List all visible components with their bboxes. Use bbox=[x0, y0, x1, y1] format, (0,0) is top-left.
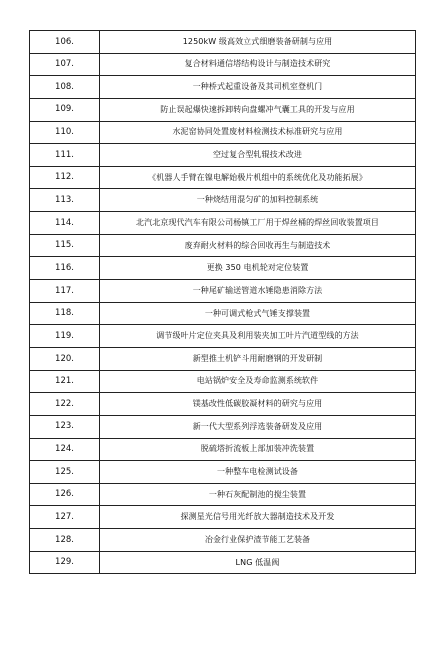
row-number-cell: 112. bbox=[30, 166, 100, 189]
table-row bbox=[30, 31, 416, 54]
row-number-cell: 114. bbox=[30, 212, 100, 235]
table-row bbox=[30, 121, 416, 144]
table-row bbox=[30, 461, 416, 484]
project-title-cell: 《机器人手臂在镍电解始极片机组中的系统优化及功能拓展》 bbox=[100, 166, 416, 189]
project-title-cell: 电站锅炉安全及寿命监测系统软件 bbox=[100, 370, 416, 393]
table-row bbox=[30, 483, 416, 506]
table-row bbox=[30, 347, 416, 370]
row-number-cell: 127. bbox=[30, 506, 100, 529]
project-table-body bbox=[30, 31, 416, 574]
project-title-cell: 水泥窑协同处置废材料检测技术标准研究与应用 bbox=[100, 121, 416, 144]
row-number-cell: 126. bbox=[30, 483, 100, 506]
table-row bbox=[30, 212, 416, 235]
row-number-cell: 116. bbox=[30, 257, 100, 280]
table-row bbox=[30, 529, 416, 552]
row-number-cell: 118. bbox=[30, 302, 100, 325]
row-number-cell: 110. bbox=[30, 121, 100, 144]
project-title-cell: 探测星光信号用光纤放大器制造技术及开发 bbox=[100, 506, 416, 529]
table-row bbox=[30, 506, 416, 529]
project-title-cell: 一种尾矿输送管道水锤隐患消除方法 bbox=[100, 280, 416, 303]
table-row bbox=[30, 415, 416, 438]
row-number-cell: 124. bbox=[30, 438, 100, 461]
project-title-cell: 北汽北京现代汽车有限公司杨镇工厂用于焊丝桶的焊丝回收装置项目 bbox=[100, 212, 416, 235]
project-title-cell: 一种桥式起重设备及其司机室登机门 bbox=[100, 76, 416, 99]
table-row bbox=[30, 53, 416, 76]
table-row bbox=[30, 166, 416, 189]
row-number-cell: 119. bbox=[30, 325, 100, 348]
table-row bbox=[30, 393, 416, 416]
project-title-cell: LNG 低温阀 bbox=[100, 551, 416, 574]
project-title-cell: 一种可调式枪式气锤支撑装置 bbox=[100, 302, 416, 325]
project-title-cell: 镁基改性低碳胶凝材料的研究与应用 bbox=[100, 393, 416, 416]
project-title-cell: 1250kW 级高效立式细磨装备研制与应用 bbox=[100, 31, 416, 54]
table-row bbox=[30, 189, 416, 212]
row-number-cell: 117. bbox=[30, 280, 100, 303]
table-row bbox=[30, 234, 416, 257]
project-title-cell: 一种整车电检测试设备 bbox=[100, 461, 416, 484]
row-number-cell: 109. bbox=[30, 98, 100, 121]
row-number-cell: 111. bbox=[30, 144, 100, 167]
row-number-cell: 125. bbox=[30, 461, 100, 484]
row-number-cell: 108. bbox=[30, 76, 100, 99]
table-row bbox=[30, 325, 416, 348]
project-title-cell: 冶金行业保护渣节能工艺装备 bbox=[100, 529, 416, 552]
row-number-cell: 115. bbox=[30, 234, 100, 257]
project-title-cell: 空过复合型轧辊技术改进 bbox=[100, 144, 416, 167]
table-row bbox=[30, 438, 416, 461]
project-title-cell: 复合材料通信塔结构设计与制造技术研究 bbox=[100, 53, 416, 76]
table-row bbox=[30, 257, 416, 280]
table-row bbox=[30, 144, 416, 167]
project-title-cell: 一种石灰配制池的搅尘装置 bbox=[100, 483, 416, 506]
project-title-cell: 调节级叶片定位夹具及利用装夹加工叶片汽道型线的方法 bbox=[100, 325, 416, 348]
row-number-cell: 129. bbox=[30, 551, 100, 574]
project-title-cell: 一种烧结用混匀矿的加料控制系统 bbox=[100, 189, 416, 212]
project-title-cell: 更换 350 电机轮对定位装置 bbox=[100, 257, 416, 280]
project-title-cell: 防止误起爆快速拆卸转向盘螺冲气囊工具的开发与应用 bbox=[100, 98, 416, 121]
table-row bbox=[30, 76, 416, 99]
table-row bbox=[30, 302, 416, 325]
project-title-cell: 废弃耐火材料的综合回收再生与制造技术 bbox=[100, 234, 416, 257]
project-table bbox=[29, 30, 416, 574]
project-title-cell: 新一代大型系列浮选装备研发及应用 bbox=[100, 415, 416, 438]
table-row bbox=[30, 98, 416, 121]
project-title-cell: 新型推土机铲斗用耐磨钢的开发研制 bbox=[100, 347, 416, 370]
row-number-cell: 120. bbox=[30, 347, 100, 370]
row-number-cell: 106. bbox=[30, 31, 100, 54]
table-row bbox=[30, 370, 416, 393]
table-row bbox=[30, 280, 416, 303]
row-number-cell: 121. bbox=[30, 370, 100, 393]
row-number-cell: 113. bbox=[30, 189, 100, 212]
row-number-cell: 107. bbox=[30, 53, 100, 76]
row-number-cell: 123. bbox=[30, 415, 100, 438]
row-number-cell: 128. bbox=[30, 529, 100, 552]
project-title-cell: 脱硫塔折流板上部加装冲洗装置 bbox=[100, 438, 416, 461]
row-number-cell: 122. bbox=[30, 393, 100, 416]
table-row bbox=[30, 551, 416, 574]
